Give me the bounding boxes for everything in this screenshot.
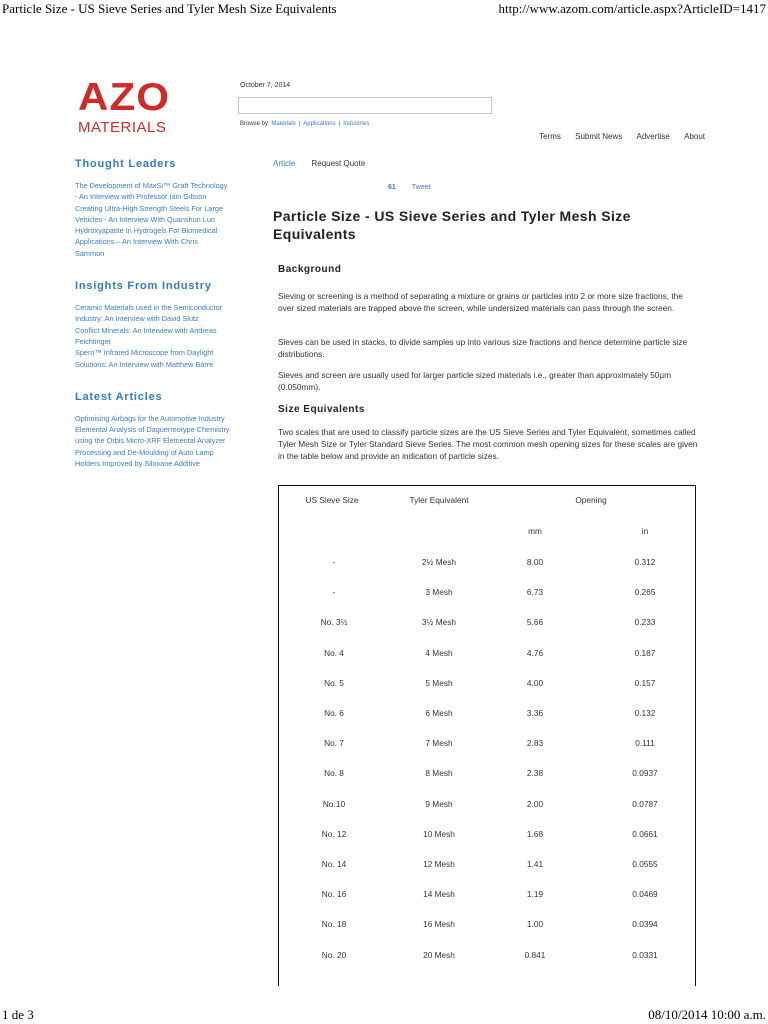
sidebar-link-line[interactable]: Industry: An Interview with David Slutz [75,314,199,324]
cell-us-sieve: No. 5 [324,677,344,688]
sidebar-link-line[interactable]: Vehicles - An Interview With Quanshun Luo [75,214,215,224]
cell-in: 0.187 [634,647,656,658]
browse-separator: | [298,121,301,127]
sidebar-link-line[interactable]: Creating Ultra-High Strength Steels For Large [75,203,224,213]
cell-tyler: 12 Mesh [423,859,455,869]
cell-in: 0.0394 [632,919,658,930]
sidebar-link-line[interactable]: using the Orbis Micro-XRF Elemental Analyzer [75,436,226,446]
article-title: Particle Size - US Sieve Series and Tyler Mesh Size Equivalents [273,208,631,242]
nav-link-about[interactable]: About [684,132,705,141]
sidebar-link-line[interactable]: Conflict Minerals: An Interview with Andreas [75,325,217,335]
cell-in: 0.0469 [632,889,658,900]
nav-link-submit-news[interactable]: Submit News [575,132,623,141]
cell-in: 0.111 [635,738,655,749]
cell-mm: 2.83 [526,738,544,749]
cell-mm: 3.36 [526,708,544,718]
sidebar-heading-latest-articles: Latest Articles [75,390,163,403]
col-header-opening: Opening [575,495,607,505]
col-header-tyler: Tyler Equivalent [409,495,469,505]
cell-us-sieve: No. 12 [321,828,347,839]
tab-article[interactable]: Article [273,159,296,168]
sidebar-link-line[interactable]: Ceramic Materials used in the Semiconductor [75,303,223,313]
cell-us-sieve: No.10 [322,798,346,809]
sidebar-heading-insights: Insights From Industry [75,280,212,293]
col-header-in: in [641,526,649,536]
paragraph-stacks: Sieves can be used in stacks, to divide samples up into various size fractions and hence determine particle size distributions. [278,337,688,359]
cell-mm: 4.00 [526,677,544,688]
cell-tyler: 9 Mesh [425,798,453,809]
browse-link-applications[interactable]: Applications [303,121,336,127]
sidebar-list-latest-articles [75,413,251,469]
paragraph-usage: Sieves and screen are usually used for larger particle sized materials i.e., greater than approximately 50µm (0.050mm). [278,370,672,392]
sidebar-link-line[interactable]: Applications – An Interview With Chris [75,237,198,247]
logo-text-materials: MATERIALS [78,119,167,136]
top-nav [527,132,705,141]
cell-us-sieve: No. 8 [324,768,344,779]
sidebar-heading-thought-leaders: Thought Leaders [75,158,177,170]
cell-in: 0.312 [634,557,656,567]
cell-mm: 1.19 [526,889,544,900]
col-header-us-sieve: US Sieve Size [305,495,359,505]
cell-us-sieve: No. 7 [324,738,344,749]
sidebar-link-line[interactable]: Hydroxyapatite In Hydrogels For Biomedical [75,226,218,236]
cell-us-sieve: No. 4 [324,647,344,658]
cell-in: 0.0937 [632,768,658,779]
cell-us-sieve: No. 20 [321,949,347,960]
cell-in: 0.0555 [632,859,658,869]
share-count: 61 [388,184,396,191]
cell-tyler: 10 Mesh [423,828,455,839]
sidebar-link-line[interactable]: Feichtinger [75,336,112,346]
cell-mm: 1.68 [526,828,544,839]
cell-mm: 6.73 [526,587,544,598]
cell-us-sieve: No. 3½ [320,617,348,628]
cell-in: 0.0787 [632,798,658,809]
cell-mm: 1.00 [526,919,544,930]
cell-tyler: 20 Mesh [423,949,455,960]
sidebar-link-line[interactable]: Spero™ Infrared Microscope from Daylight [75,348,214,358]
browse-by-bar [240,121,369,127]
cell-mm: 8.00 [526,557,544,567]
sidebar-link-line[interactable]: The Development of MaxSi™ Graft Technology [75,181,228,190]
nav-link-advertise[interactable]: Advertise [636,132,670,141]
heading-background: Background [278,264,342,275]
cell-mm: 5.66 [526,617,544,628]
sidebar-link-line[interactable]: Optimising Airbags for the Automotive Industry [75,413,225,423]
azo-materials-logo[interactable] [78,76,178,140]
article-tabs [273,159,365,168]
print-page-title: Particle Size - US Sieve Series and Tyler Mesh Size Equivalents [2,1,337,16]
browse-link-industries[interactable]: Industries [343,121,370,127]
sidebar-link-line[interactable]: Sammon [75,248,105,258]
cell-us-sieve: No. 6 [324,708,344,718]
heading-size-equivalents: Size Equivalents [278,404,365,415]
cell-in: 0.157 [634,677,656,688]
cell-mm: 2.00 [526,798,544,809]
sieve-size-table [278,485,696,986]
cell-mm: 0.841 [524,949,546,960]
print-page-number: 1 de 3 [2,1007,34,1022]
search-input[interactable] [238,97,492,114]
cell-tyler: 7 Mesh [425,738,453,749]
nav-link-terms[interactable]: Terms [539,132,561,141]
cell-us-sieve: No. 16 [321,889,347,900]
logo-text-azo: AZO [78,76,171,119]
cell-tyler: 14 Mesh [423,889,455,900]
cell-in: 0.233 [634,617,656,628]
cell-tyler: 5 Mesh [425,677,453,688]
share-bar [388,184,430,191]
sidebar-list-thought-leaders [75,180,251,259]
cell-tyler: 8 Mesh [425,768,453,779]
sidebar-link-line[interactable]: - An Interview with Professor Iain Gibson [75,192,207,202]
browse-separator: | [338,121,341,127]
cell-in: 0.132 [634,708,656,718]
tab-request-quote[interactable]: Request Quote [311,159,366,168]
paragraph-size-equivalents: Two scales that are used to classify particle sizes are the US Sieve Series and Tyler Equivalent, sometimes called Tyler Mesh Size or Tyler Standard Sieve Series. The most common mesh opening sizes for these scales are given in the table below and provide an indication of particle sizes. [278,427,698,461]
cell-tyler: 16 Mesh [423,919,455,930]
paragraph-sieving: Sieving or screening is a method of separating a mixture or grains or particles into 2 or more size fractions, the over sized materials are trapped above the screen, while undersized materials can pass through the screen. [278,291,683,313]
sidebar-list-insights [75,302,251,370]
sidebar-link-line[interactable]: Elemental Analysis of Daguerreotype Chemistry [75,425,230,435]
sidebar [75,158,251,490]
cell-tyler: 2½ Mesh [421,557,457,567]
sidebar-link-line[interactable]: Solutions: An Interview with Matthew Barre [75,359,214,369]
cell-us-sieve: No. 14 [321,859,347,869]
print-datetime: 08/10/2014 10:00 a.m. [648,1007,766,1022]
cell-tyler: 3 Mesh [425,587,453,598]
cell-mm: 4.76 [526,647,544,658]
print-header [0,0,768,18]
cell-tyler: 3½ Mesh [421,617,457,628]
print-footer [0,1006,768,1024]
cell-in: 0.0661 [632,828,658,839]
cell-in: 0.0331 [632,949,658,960]
sidebar-link-line[interactable]: Holders Improved by Siloxane Additive [75,459,200,469]
cell-mm: 2.38 [526,768,544,779]
tweet-button[interactable]: Tweet [411,184,431,191]
col-header-mm: mm [528,526,542,536]
cell-tyler: 6 Mesh [425,708,453,718]
cell-mm: 1.41 [526,859,544,869]
current-date: October 7, 2014 [240,82,291,89]
cell-tyler: 4 Mesh [425,647,453,658]
browse-link-materials[interactable]: Materials [271,121,296,127]
print-page-url: http://www.azom.com/article.aspx?ArticleID=1417 [498,1,766,16]
sidebar-link-line[interactable]: Processing and De-Moulding of Auto Lamp [75,447,214,457]
cell-us-sieve: - [332,557,336,567]
browse-by-label: Browse by: [240,121,270,127]
cell-in: 0.265 [634,587,656,598]
cell-us-sieve: No. 18 [321,919,347,930]
cell-us-sieve: - [332,587,336,598]
